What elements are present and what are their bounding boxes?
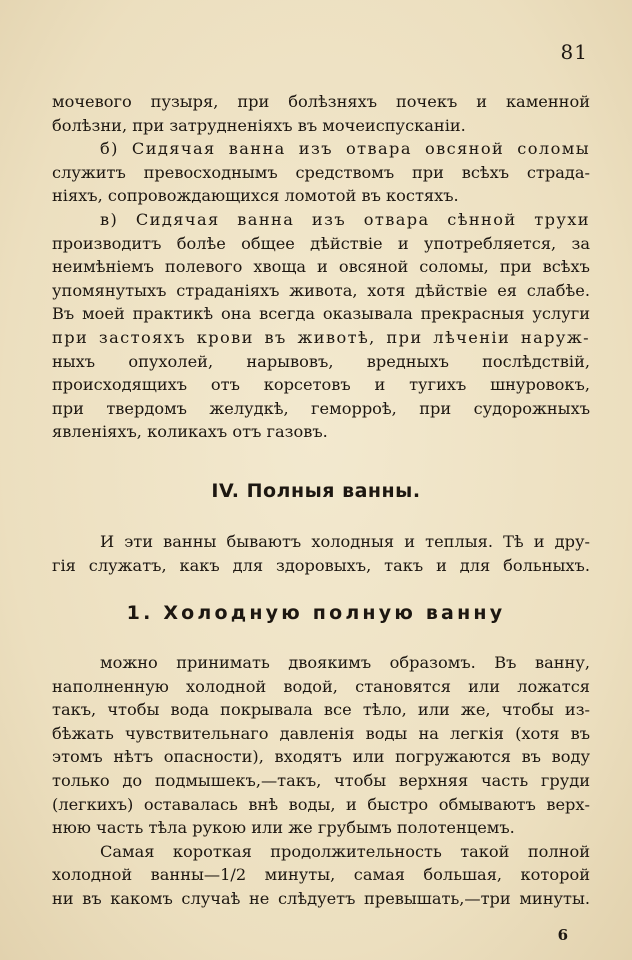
- text-line: ніяхъ, сопровождающихся ломотой въ костяхъ.: [52, 186, 459, 206]
- text-line: холодной ванны—1/2 минуты, самая большая, которой: [52, 865, 590, 885]
- text-line: гія служатъ, какъ для здоровыхъ, такъ и для больныхъ.: [52, 555, 590, 575]
- text-line: при твердомъ желудкѣ, геморроѣ, при судорожныхъ: [52, 398, 590, 418]
- text-line: мочевого пузыря, при болѣзняхъ почекъ и каменной: [52, 92, 590, 111]
- text-line: при застояхъ крови въ животѣ, при лѣченіи наруж-: [52, 327, 590, 347]
- text-line: Самая короткая продолжительность такой полной: [100, 841, 590, 861]
- text-line: наполненную холодной водой, становятся или ложатся: [52, 676, 590, 696]
- subsection-heading: 1. Холодную полную ванну: [126, 602, 506, 624]
- paragraph-block-full-baths: [52, 530, 590, 577]
- text-line: неимѣніемъ полевого хвоща и овсяной соломы, при всѣхъ: [52, 257, 590, 277]
- text-line: этомъ нѣтъ опасности), входятъ или погружаются въ воду: [52, 747, 590, 767]
- text-line: ни въ какомъ случаѣ не слѣдуетъ превышать,—три минуты.: [52, 888, 590, 908]
- text-line: только до подмышекъ,—такъ, чтобы верхняя часть груди: [52, 770, 590, 790]
- paragraph-block-sitz-baths: [52, 90, 590, 444]
- text-line: в) Сидячая ванна изъ отвара сѣнной трухи: [100, 209, 590, 229]
- text-line: можно принимать двоякимъ образомъ. Въ ванну,: [100, 653, 590, 672]
- text-line: производитъ болѣе общее дѣйствіе и употребляется, за: [52, 233, 590, 253]
- text-line: нюю часть тѣла рукою или же грубымъ полотенцемъ.: [52, 818, 515, 838]
- signature-mark: 6: [557, 926, 568, 944]
- text-line: явленіяхъ, коликахъ отъ газовъ.: [52, 422, 328, 442]
- section-heading: IV. Полныя ванны.: [211, 480, 421, 502]
- text-line: упомянутыхъ страданіяхъ живота, хотя дѣйствіе ея слабѣе.: [52, 280, 590, 300]
- text-line: Въ моей практикѣ она всегда оказывала прекрасныя услуги: [52, 304, 590, 324]
- text-line: болѣзни, при затрудненіяхъ въ мочеиспусканіи.: [52, 115, 466, 135]
- text-line: такъ, чтобы вода покрывала все тѣло, или же, чтобы из-: [52, 700, 590, 720]
- text-line: бѣжать чувствительнаго давленія воды на легкія (хотя въ: [52, 723, 590, 743]
- text-line: б) Сидячая ванна изъ отвара овсяной соломы: [100, 139, 590, 159]
- text-line: служитъ превосходнымъ средствомъ при всѣхъ страда-: [52, 162, 590, 182]
- text-line: ныхъ опухолей, нарывовъ, вредныхъ послѣдствій,: [52, 351, 590, 371]
- text-line: происходящихъ отъ корсетовъ и тугихъ шнуровокъ,: [52, 375, 590, 395]
- page-number: 81: [560, 40, 588, 64]
- text-line: (легкихъ) оставалась внѣ воды, и быстро обмываютъ верх-: [52, 794, 590, 814]
- text-line: И эти ванны бываютъ холодныя и теплыя. Тѣ и дру-: [100, 532, 590, 551]
- paragraph-block-cold-bath: [52, 651, 590, 911]
